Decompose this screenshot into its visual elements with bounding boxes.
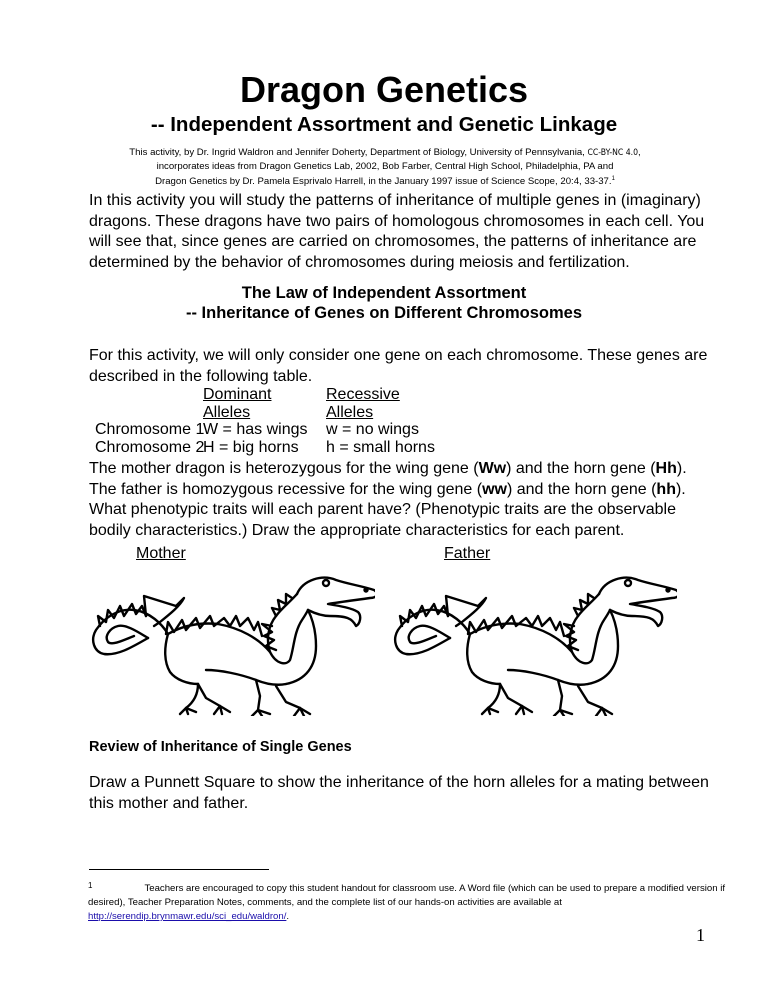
header-recessive: Recessive [326,386,400,403]
page-number: 1 [696,925,705,945]
chromosome-cell: Chromosome 2 [95,438,205,456]
dragon-outline-icon [90,566,375,716]
father-wing-genotype: ww [482,480,507,498]
header-dominant-alleles: Alleles [203,403,251,421]
intro-paragraph: In this activity you will study the patterns of inheritance of multiple genes in (imaginary) dragons. These dragons have two pairs of homologous chromosomes in each cell. You will see that, since genes are carried on chromosomes, the patterns of inheritance are determined by the behavior of chromosomes during meiosis and fertilization. [89,192,705,271]
credit-line-1: This activity, by Dr. Ingrid Waldron and Jennifer Doherty, Department of Biology, University of Pennsylvania, CC-BY-NC 4.0, [129,147,641,158]
document-title: Dragon Genetics [239,69,529,110]
subsection-heading: Review of Inheritance of Single Genes [89,739,352,755]
dragon-outline-icon [392,566,677,716]
dominant-cell: W = has wings [203,421,308,438]
header-dominant: Dominant [203,386,272,403]
dragon-mother-drawing [93,578,375,716]
chromosome-cell: Chromosome 1 [95,421,205,438]
section-paragraph: For this activity, we will only consider one gene on each chromosome. These genes are described in the following table. [89,347,708,385]
footnote-text: Teachers are encouraged to copy this student handout for classroom use. A Word file (which can be used to prepare a modified version if desired), Teacher Preparation Notes, comments, and the complete list of our hands-on activities are available at [88,883,726,908]
footnote-ref[interactable]: 1 [611,176,615,182]
license-text: CC-BY-NC 4.0 [587,148,639,158]
document-subtitle: -- Independent Assortment and Genetic Linkage [150,113,618,136]
father-horn-genotype: hh [656,480,676,498]
footnote-number: 1 [88,881,93,890]
mother-wing-genotype: Ww [478,460,507,477]
footnote-link[interactable]: http://serendip.brynmawr.edu/sci_edu/waldron/ [88,911,287,922]
footnote-divider [89,869,269,870]
footnote: $^1$ Teachers are encouraged to copy this student handout for classroom use. A Word file (which can be used to prepare a modified version if desired), Teacher Preparation Notes, comments, and the complete list of our hands-on activities are available at http://serendip.brynmawr.edu/sci_edu/waldron/. [88,881,726,922]
mother-horn-genotype: Hh [655,460,677,477]
section-heading-line-1: The Law of Independent Assortment [241,284,527,302]
punnett-instruction: Draw a Punnett Square to show the inheritance of the horn alleles for a mating between this mother and father. [89,774,709,812]
dominant-cell: H = big horns [203,438,299,456]
parents-paragraph: The mother dragon is heterozygous for the wing gene (Ww) and the horn gene (Hh). The father is homozygous recessive for the wing gene (ww) and the horn gene (hh). What phenotypic traits will each parent have? (Phenotypic traits are the observable bodily characteristics.) Draw the appropriate characteristics for each parent. [89,460,687,539]
credit-block [60,146,710,188]
mother-label: Mother [136,545,186,562]
section-heading-line-2: -- Inheritance of Genes on Different Chromosomes [185,304,583,322]
recessive-cell: h = small horns [326,438,435,456]
father-label: Father [444,545,491,562]
recessive-cell: w = no wings [326,421,419,438]
header-recessive-alleles: Alleles [326,403,374,421]
credit-line-3: Dragon Genetics by Dr. Pamela Esprivalo Harrell, in the January 1997 issue of Science Scope, 20:4, 33-37.$^1$ [155,176,615,188]
dragon-father-drawing [395,578,677,716]
credit-line-2: incorporates ideas from Dragon Genetics Lab, 2002, Bob Farber, Central High School, Philadelphia, PA and [156,161,614,172]
